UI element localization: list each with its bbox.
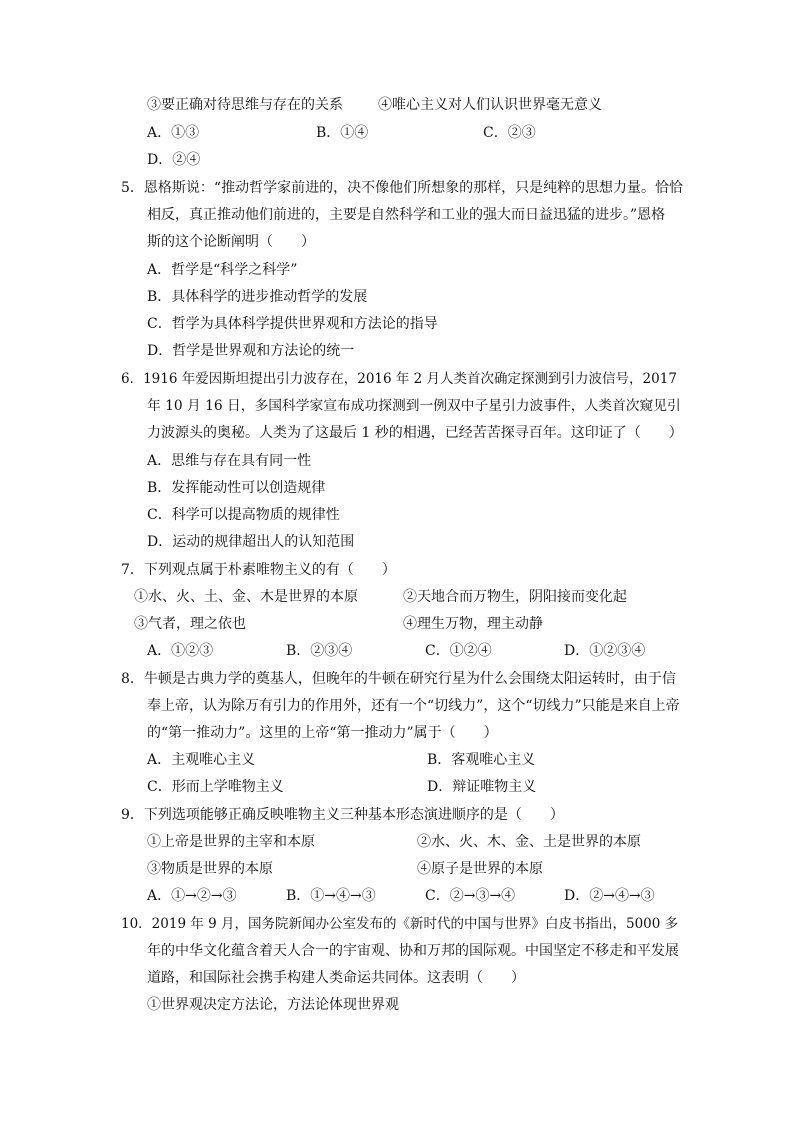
q7-statement-1: ①水、火、土、金、木是世界的本原 xyxy=(134,589,358,605)
q8-stem-line-3: 的“第一推动力”。这里的上帝“第一推动力”属于（ ） xyxy=(147,725,498,741)
q7-statement-2: ②天地合而万物生，阴阳接而变化起 xyxy=(403,589,627,605)
q10-stem-line-3: 道路，和国际社会携手构建人类命运共同体。这表明（ ） xyxy=(147,970,525,986)
q5-option-d: D．哲学是世界观和方法论的统一 xyxy=(147,343,355,359)
q4-statement-3: ③要正确对待思维与存在的关系 xyxy=(147,97,343,113)
q5-option-a: A．哲学是“科学之科学” xyxy=(147,262,298,278)
q6-stem-line-2: 年 10 月 16 日，多国科学家宣布成功探测到一例双中子星引力波事件，人类首次窥见引 xyxy=(147,398,681,414)
q5-stem-line-2: 相反，真正推动他们前进的，主要是自然科学和工业的强大而日益迅猛的进步。”恩格 xyxy=(147,207,666,223)
q7-stem-line-1: 7．下列观点属于朴素唯物主义的有（ ） xyxy=(121,562,396,578)
q6-option-b: B．发挥能动性可以创造规律 xyxy=(147,480,326,496)
q5-option-b: B．具体科学的进步推动哲学的发展 xyxy=(147,289,368,305)
q8-option-b: B．客观唯心主义 xyxy=(427,752,536,768)
q9-statement-4: ④原子是世界的本原 xyxy=(417,861,543,877)
q7-statement-4: ④理生万物，理主动静 xyxy=(403,616,543,632)
q8-option-c: C．形而上学唯物主义 xyxy=(147,779,284,795)
q4-option-d: D．②④ xyxy=(147,152,201,168)
q5-stem-line-3: 斯的这个论断阐明（ ） xyxy=(147,234,315,250)
q4-option-b: B．①④ xyxy=(316,125,369,141)
q9-option-d: D．②→④→③ xyxy=(564,888,655,904)
q9-option-c: C．②→③→④ xyxy=(425,888,516,904)
q4-option-a: A．①③ xyxy=(147,125,200,141)
q10-stem-line-2: 年的中华文化蕴含着天人合一的宇宙观、协和万邦的国际观。中国坚定不移走和平发展 xyxy=(147,943,679,959)
q4-statement-4: ④唯心主义对人们认识世界毫无意义 xyxy=(378,97,602,113)
q8-stem-line-1: 8．牛顿是古典力学的奠基人，但晚年的牛顿在研究行星为什么会围绕太阳运转时，由于信 xyxy=(121,671,676,687)
q10-statement-1: ①世界观决定方法论，方法论体现世界观 xyxy=(147,997,399,1013)
q9-statement-2: ②水、火、木、金、土是世界的本原 xyxy=(417,834,641,850)
q5-stem-line-1: 5．恩格斯说：“推动哲学家前进的，决不像他们所想象的那样，只是纯粹的思想力量。恰恰 xyxy=(121,180,684,196)
q9-option-a: A．①→②→③ xyxy=(147,888,237,904)
q8-option-a: A．主观唯心主义 xyxy=(147,752,256,768)
q7-statement-3: ③气者，理之依也 xyxy=(134,616,246,632)
q7-option-d: D．①②③④ xyxy=(564,643,646,659)
q7-option-a: A．①②③ xyxy=(147,643,214,659)
q6-stem-line-3: 力波源头的奥秘。人类为了这最后 1 秒的相遇，已经苦苦探寻百年。这印证了（ ） xyxy=(147,425,683,441)
q8-stem-line-2: 奉上帝，认为除万有引力的作用外，还有一个“切线力”，这个“切线力”只能是来自上帝 xyxy=(147,698,680,714)
q7-option-b: B．②③④ xyxy=(286,643,353,659)
q9-option-b: B．①→④→③ xyxy=(286,888,376,904)
q9-stem-line-1: 9．下列选项能够正确反映唯物主义三种基本形态演进顺序的是（ ） xyxy=(121,807,564,823)
q8-option-d: D．辩证唯物主义 xyxy=(427,779,537,795)
q6-option-a: A．思维与存在具有同一性 xyxy=(147,453,312,469)
q5-option-c: C．哲学为具体科学提供世界观和方法论的指导 xyxy=(147,316,438,332)
q9-statement-1: ①上帝是世界的主宰和本原 xyxy=(147,834,315,850)
q7-option-c: C．①②④ xyxy=(425,643,492,659)
q10-stem-line-1: 10．2019 年 9 月，国务院新闻办公室发布的《新时代的中国与世界》白皮书指出，5000 多 xyxy=(121,916,679,932)
q6-option-c: C．科学可以提高物质的规律性 xyxy=(147,507,340,523)
q6-option-d: D．运动的规律超出人的认知范围 xyxy=(147,534,355,550)
q6-stem-line-1: 6．1916 年爱因斯坦提出引力波存在，2016 年 2 月人类首次确定探测到引力波信号，2017 xyxy=(121,371,677,387)
q4-option-c: C．②③ xyxy=(483,125,536,141)
q9-statement-3: ③物质是世界的本原 xyxy=(147,861,273,877)
